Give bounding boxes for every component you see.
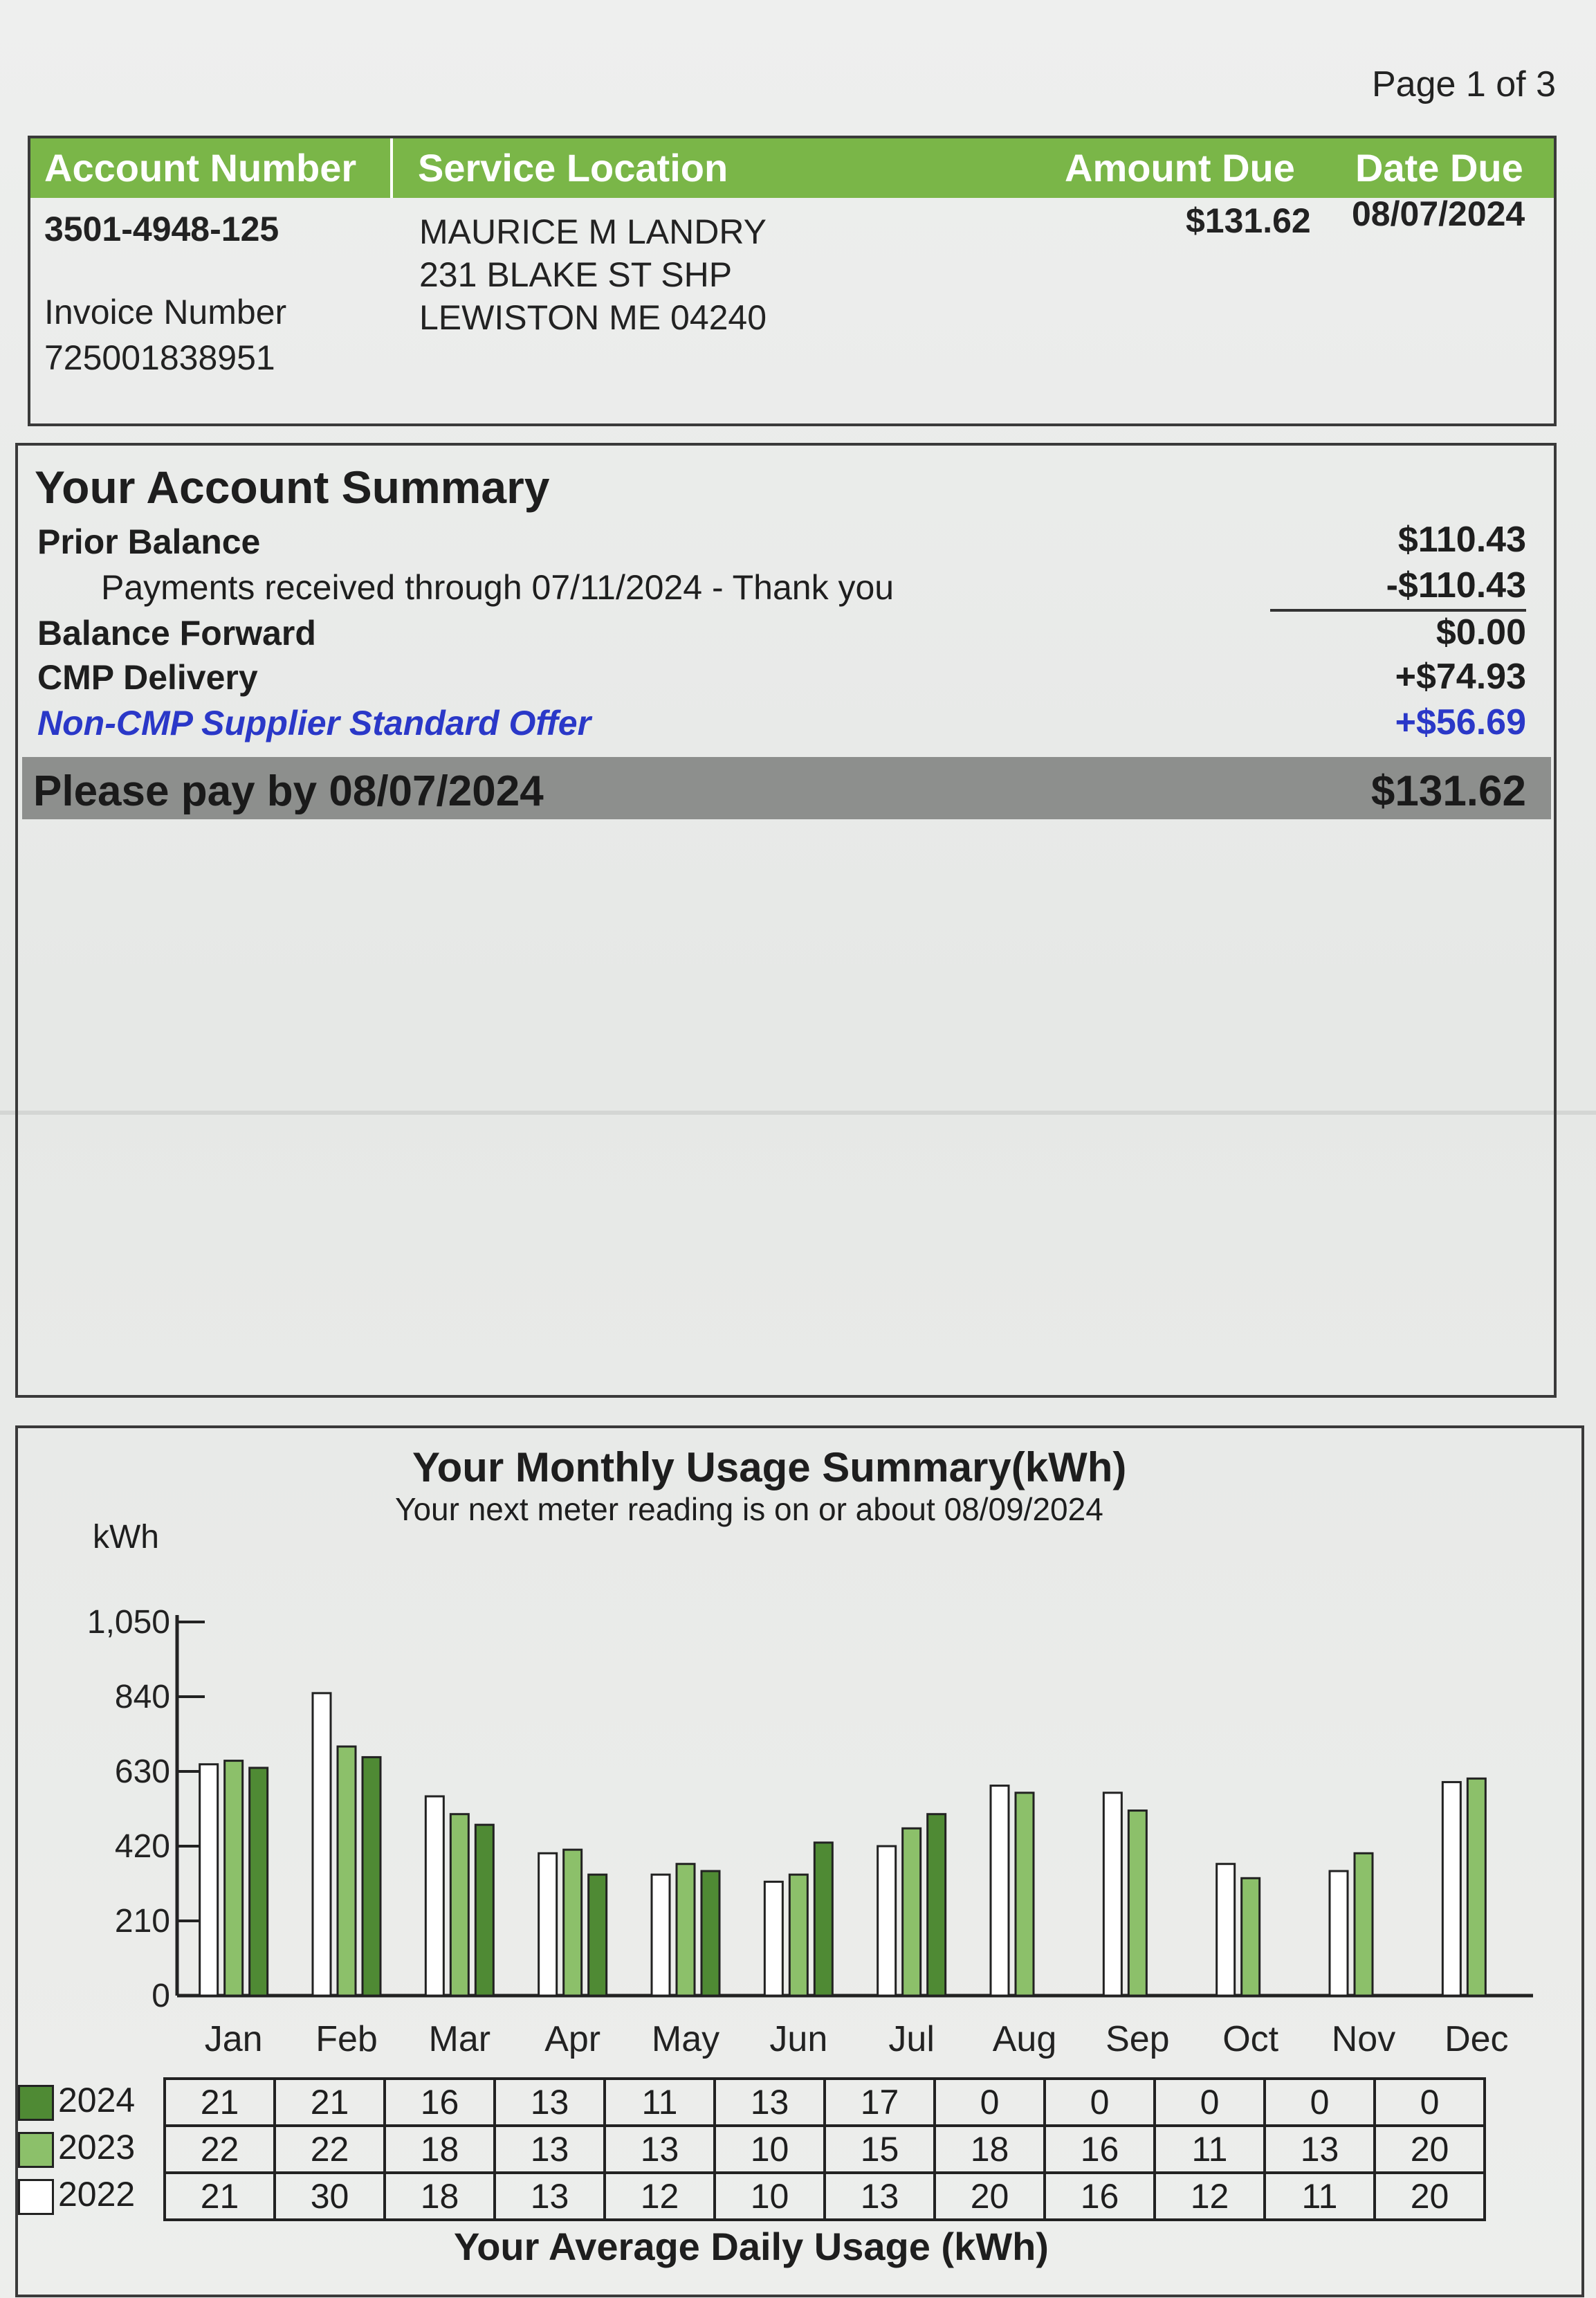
bar-2022-dec <box>1442 1782 1460 1996</box>
x-tick-label: Aug <box>992 2019 1057 2059</box>
daily-cell: 20 <box>935 2173 1045 2220</box>
bar-2022-jun <box>764 1881 782 1996</box>
y-tick-label: 0 <box>152 1978 170 2014</box>
bar-2023-feb <box>338 1747 356 1996</box>
supplier-label: Non-CMP Supplier Standard Offer <box>37 704 591 742</box>
bar-2022-oct <box>1217 1864 1235 1996</box>
legend-2022 <box>18 2174 135 2215</box>
daily-cell: 16 <box>385 2079 495 2126</box>
daily-cell: 11 <box>605 2079 715 2126</box>
bar-2022-apr <box>539 1853 557 1996</box>
daily-cell: 13 <box>495 2173 605 2220</box>
prior-balance-amount: $110.43 <box>1397 520 1526 560</box>
daily-row-2024 <box>165 2079 1485 2126</box>
account-number-label: Account Number <box>44 146 357 190</box>
x-tick-label: Jun <box>769 2019 828 2059</box>
y-axis-label: kWh <box>93 1519 159 1556</box>
pay-by-label: Please pay by 08/07/2024 <box>33 767 544 815</box>
daily-cell: 22 <box>275 2126 385 2173</box>
y-tick-label: 630 <box>114 1753 170 1790</box>
daily-cell: 13 <box>495 2079 605 2126</box>
bar-2022-jan <box>200 1764 218 1996</box>
daily-cell: 20 <box>1375 2126 1485 2173</box>
summary-title: Your Account Summary <box>35 462 550 513</box>
payments-amount: -$110.43 <box>1386 565 1526 605</box>
daily-cell: 12 <box>605 2173 715 2220</box>
invoice-number: 725001838951 <box>44 338 275 377</box>
cmp-delivery-label: CMP Delivery <box>37 658 258 697</box>
daily-cell: 11 <box>1265 2173 1375 2220</box>
x-tick-label: Mar <box>428 2019 491 2059</box>
bar-2022-may <box>652 1875 670 1996</box>
daily-cell: 18 <box>385 2173 495 2220</box>
daily-cell: 0 <box>1155 2079 1265 2126</box>
address-line-2: LEWISTON ME 04240 <box>419 298 767 337</box>
x-tick-label: Dec <box>1444 2019 1509 2059</box>
bar-2022-aug <box>991 1786 1009 1996</box>
daily-cell: 13 <box>825 2173 935 2220</box>
account-header-box <box>28 136 1557 426</box>
usage-subtitle: Your next meter reading is on or about 08/09/2024 <box>395 1491 1103 1527</box>
daily-cell: 0 <box>1045 2079 1155 2126</box>
cmp-delivery-amount: +$74.93 <box>1395 657 1526 697</box>
bar-2022-sep <box>1103 1793 1121 1996</box>
bar-2024-feb <box>363 1757 380 1996</box>
daily-cell: 18 <box>935 2126 1045 2173</box>
bar-2023-jul <box>903 1828 921 1996</box>
bar-2023-dec <box>1467 1778 1485 1996</box>
bar-2024-jan <box>250 1768 268 1996</box>
bar-2023-mar <box>450 1814 468 1996</box>
daily-cell: 12 <box>1155 2173 1265 2220</box>
pay-by-amount: $131.62 <box>1370 767 1526 815</box>
account-summary-box <box>15 443 1557 1398</box>
usage-bar-chart <box>18 1428 1581 2072</box>
address-line-1: 231 BLAKE ST SHP <box>419 255 733 294</box>
daily-cell: 18 <box>385 2126 495 2173</box>
bar-2023-apr <box>564 1850 582 1996</box>
daily-row-2023 <box>165 2126 1485 2173</box>
bar-2022-nov <box>1330 1871 1348 1996</box>
usage-title: Your Monthly Usage Summary(kWh) <box>412 1444 1127 1490</box>
bar-2023-may <box>677 1864 695 1996</box>
bar-2024-jul <box>928 1814 946 1996</box>
header-separator <box>390 138 393 198</box>
balance-forward-label: Balance Forward <box>37 614 316 653</box>
legend-label-2022: 2022 <box>58 2175 136 2214</box>
account-number: 3501-4948-125 <box>44 210 279 248</box>
daily-cell: 0 <box>1265 2079 1375 2126</box>
daily-cell: 21 <box>275 2079 385 2126</box>
y-tick-label: 210 <box>114 1903 170 1940</box>
daily-cell: 13 <box>495 2126 605 2173</box>
daily-cell: 15 <box>825 2126 935 2173</box>
daily-usage-table <box>163 2077 1486 2221</box>
daily-cell: 0 <box>1375 2079 1485 2126</box>
x-tick-label: Jan <box>204 2019 263 2059</box>
bar-2023-jan <box>225 1761 243 1996</box>
bar-2024-mar <box>475 1825 493 1996</box>
x-tick-label: Feb <box>315 2019 378 2059</box>
balance-forward-amount: $0.00 <box>1436 612 1526 653</box>
x-tick-label: May <box>651 2019 720 2059</box>
bar-2023-jun <box>789 1875 807 1996</box>
legend-2023 <box>18 2127 135 2168</box>
bar-2024-may <box>701 1871 719 1996</box>
x-tick-label: Oct <box>1222 2019 1279 2059</box>
daily-cell: 11 <box>1155 2126 1265 2173</box>
bar-2023-nov <box>1355 1853 1373 1996</box>
legend-label-2024: 2024 <box>58 2081 136 2119</box>
date-due-label: Date Due <box>1355 146 1523 190</box>
y-tick-label: 420 <box>114 1828 170 1865</box>
daily-cell: 0 <box>935 2079 1045 2126</box>
x-tick-label: Nov <box>1331 2019 1396 2059</box>
page-number: Page 1 of 3 <box>1372 64 1556 104</box>
daily-cell: 30 <box>275 2173 385 2220</box>
bar-2023-sep <box>1128 1811 1146 1996</box>
daily-cell: 13 <box>1265 2126 1375 2173</box>
daily-cell: 21 <box>165 2173 275 2220</box>
daily-cell: 13 <box>715 2079 825 2126</box>
amount-due-label: Amount Due <box>1065 146 1295 190</box>
customer-name: MAURICE M LANDRY <box>419 212 767 251</box>
usage-summary-box <box>15 1425 1584 2297</box>
service-location-label: Service Location <box>418 146 728 190</box>
legend-swatch-2023 <box>18 2132 54 2168</box>
y-tick-label: 840 <box>114 1679 170 1715</box>
daily-cell: 13 <box>605 2126 715 2173</box>
bar-2024-apr <box>589 1875 607 1996</box>
x-tick-label: Jul <box>888 2019 935 2059</box>
bar-2022-jul <box>878 1846 896 1996</box>
x-tick-label: Apr <box>544 2019 601 2059</box>
payments-label: Payments received through 07/11/2024 - Thank you <box>101 568 895 607</box>
pay-by-bar <box>22 757 1551 819</box>
date-due: 08/07/2024 <box>1352 194 1525 233</box>
daily-cell: 20 <box>1375 2173 1485 2220</box>
legend-swatch-2024 <box>18 2085 54 2121</box>
amount-due: $131.62 <box>1186 201 1311 240</box>
legend-swatch-2022 <box>18 2179 54 2215</box>
x-tick-label: Sep <box>1106 2019 1170 2059</box>
daily-cell: 22 <box>165 2126 275 2173</box>
daily-cell: 16 <box>1045 2126 1155 2173</box>
daily-usage-title: Your Average Daily Usage (kWh) <box>454 2225 1049 2268</box>
supplier-amount: +$56.69 <box>1395 702 1526 742</box>
bar-2022-feb <box>313 1693 331 1996</box>
daily-cell: 17 <box>825 2079 935 2126</box>
bar-2022-mar <box>425 1796 443 1996</box>
prior-balance-label: Prior Balance <box>37 522 261 561</box>
daily-cell: 10 <box>715 2126 825 2173</box>
daily-cell: 16 <box>1045 2173 1155 2220</box>
bar-2024-jun <box>814 1843 832 1996</box>
daily-cell: 10 <box>715 2173 825 2220</box>
bar-2023-aug <box>1016 1793 1034 1996</box>
y-tick-label: 1,050 <box>86 1604 170 1641</box>
legend-2024 <box>18 2080 135 2121</box>
bar-2023-oct <box>1242 1878 1260 1996</box>
legend-label-2023: 2023 <box>58 2128 136 2167</box>
daily-row-2022 <box>165 2173 1485 2220</box>
invoice-number-label: Invoice Number <box>44 293 287 331</box>
daily-cell: 21 <box>165 2079 275 2126</box>
